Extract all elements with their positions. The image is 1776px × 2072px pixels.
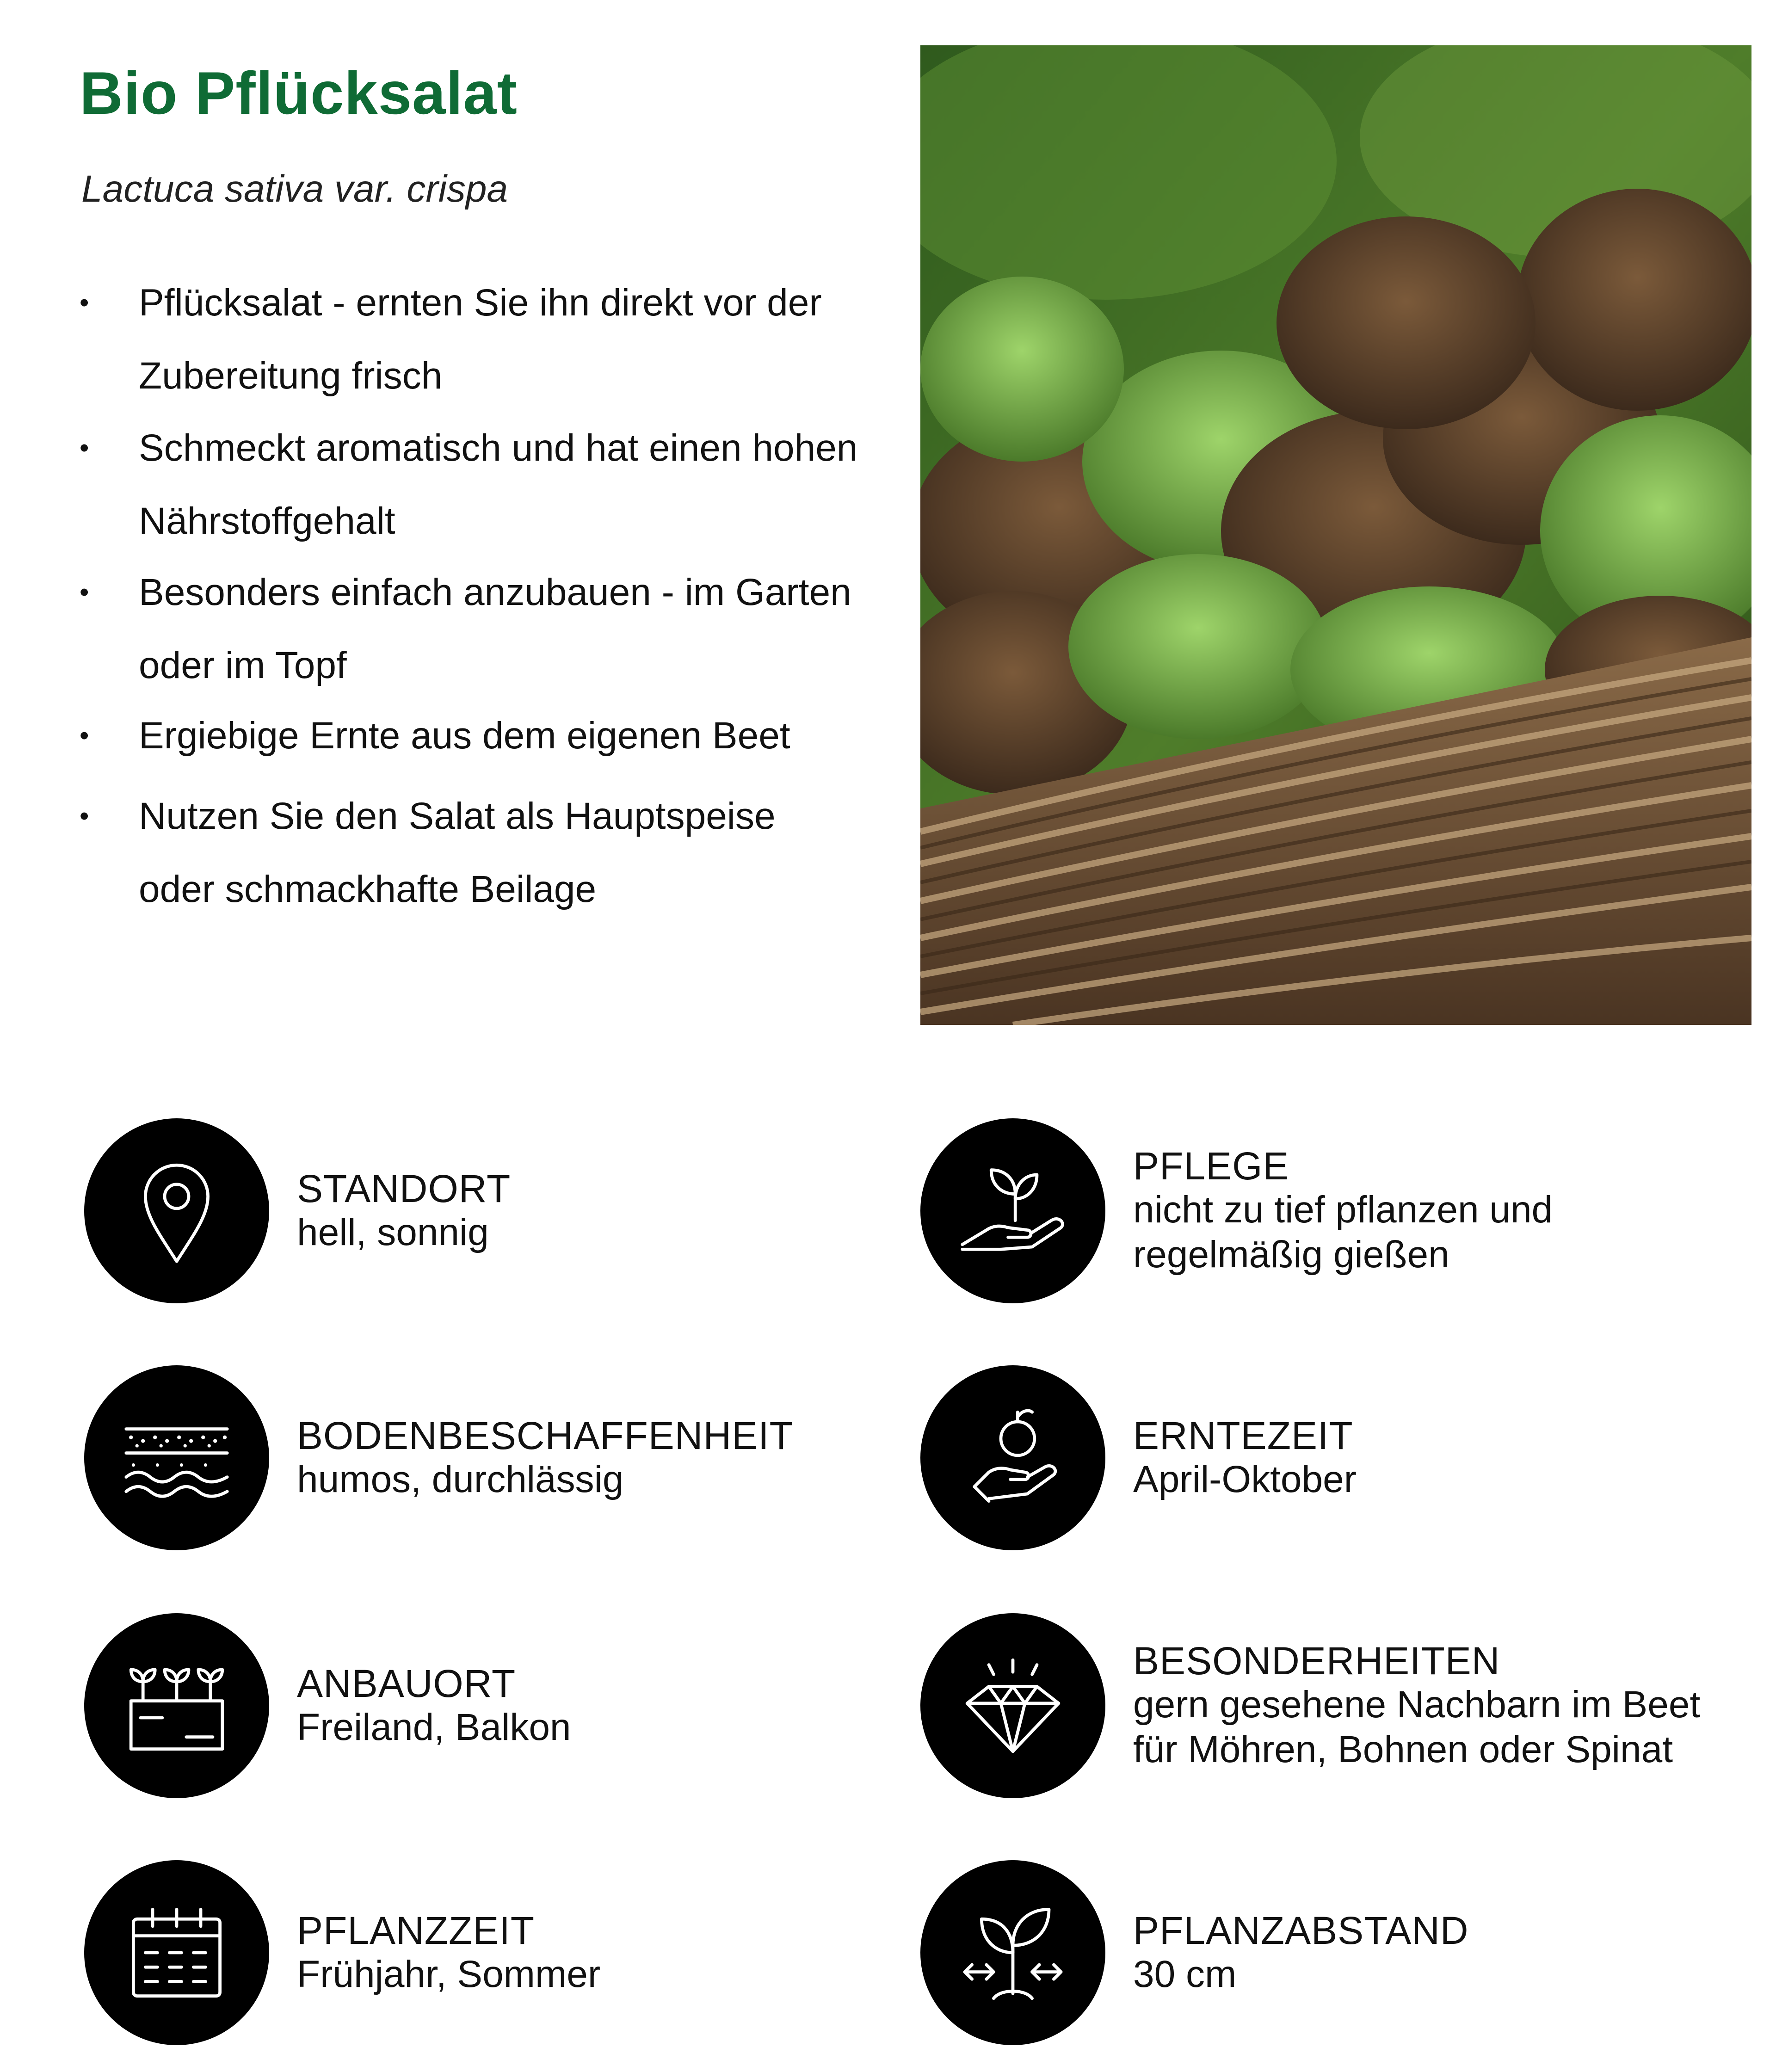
bullet-text: Ergiebige Ernte aus dem eigenen Beet [139, 715, 790, 757]
feature-bodenbeschaffenheit [84, 1365, 870, 1550]
feature-erntezeit [920, 1365, 1707, 1550]
feature-value: humos, durchlässig [297, 1458, 624, 1500]
diamond-icon [920, 1613, 1105, 1798]
bullet-item [80, 266, 860, 413]
feature-label: PFLANZABSTAND [1133, 1908, 1469, 1952]
bullet-text: Pflücksalat - ernten Sie ihn direkt vor der Zubereitung frisch [139, 282, 822, 397]
feature-value: Frühjahr, Sommer [297, 1953, 601, 1995]
feature-label: BESONDERHEITEN [1133, 1639, 1500, 1683]
bullet-text: Besonders einfach anzubauen - im Garten oder im Topf [139, 571, 851, 686]
feature-label: PFLEGE [1133, 1144, 1289, 1188]
feature-value: 30 cm [1133, 1953, 1237, 1995]
feature-value: gern gesehene Nachbarn im Beet für Möhren, Bohnen oder Spinat [1133, 1684, 1701, 1771]
bullet-item [80, 780, 860, 926]
bullet-dot: • [80, 288, 89, 318]
hand-seedling-icon [920, 1118, 1105, 1303]
location-pin-icon [84, 1118, 269, 1303]
feature-value: April-Oktober [1133, 1458, 1357, 1500]
bullet-text: Schmeckt aromatisch und hat einen hohen Nährstoffgehalt [139, 427, 858, 542]
planter-box-icon [84, 1613, 269, 1798]
soil-layers-icon [84, 1365, 269, 1550]
feature-pflanzzeit [84, 1860, 870, 2045]
bullet-item [80, 556, 860, 702]
bullet-item [80, 412, 860, 558]
feature-label: BODENBESCHAFFENHEIT [297, 1413, 794, 1457]
feature-value: Freiland, Balkon [297, 1706, 571, 1748]
bullet-dot: • [80, 577, 89, 607]
feature-value: hell, sonnig [297, 1211, 489, 1253]
bullet-item [80, 699, 860, 772]
bullet-dot: • [80, 433, 89, 463]
feature-standort [84, 1118, 870, 1303]
feature-besonderheiten [920, 1613, 1707, 1798]
lettuce-basket-photo [920, 45, 1751, 1025]
product-title: Bio Pflücksalat [80, 59, 518, 127]
bullet-text: Nutzen Sie den Salat als Hauptspeise oder schmackhafte Beilage [139, 795, 776, 910]
feature-label: STANDORT [297, 1166, 511, 1210]
feature-value: nicht zu tief pflanzen und regelmäßig gießen [1133, 1189, 1553, 1276]
bullet-dot: • [80, 721, 89, 751]
hand-fruit-icon [920, 1365, 1105, 1550]
feature-pflege [920, 1118, 1707, 1303]
feature-label: ANBAUORT [297, 1661, 516, 1705]
feature-label: ERNTEZEIT [1133, 1413, 1353, 1457]
bullet-dot: • [80, 801, 89, 831]
latin-name: Lactuca sativa var. crispa [81, 168, 508, 210]
feature-label: PFLANZZEIT [297, 1908, 535, 1952]
plant-spacing-icon [920, 1860, 1105, 2045]
feature-pflanzabstand [920, 1860, 1707, 2045]
calendar-icon [84, 1860, 269, 2045]
feature-anbauort [84, 1613, 870, 1798]
